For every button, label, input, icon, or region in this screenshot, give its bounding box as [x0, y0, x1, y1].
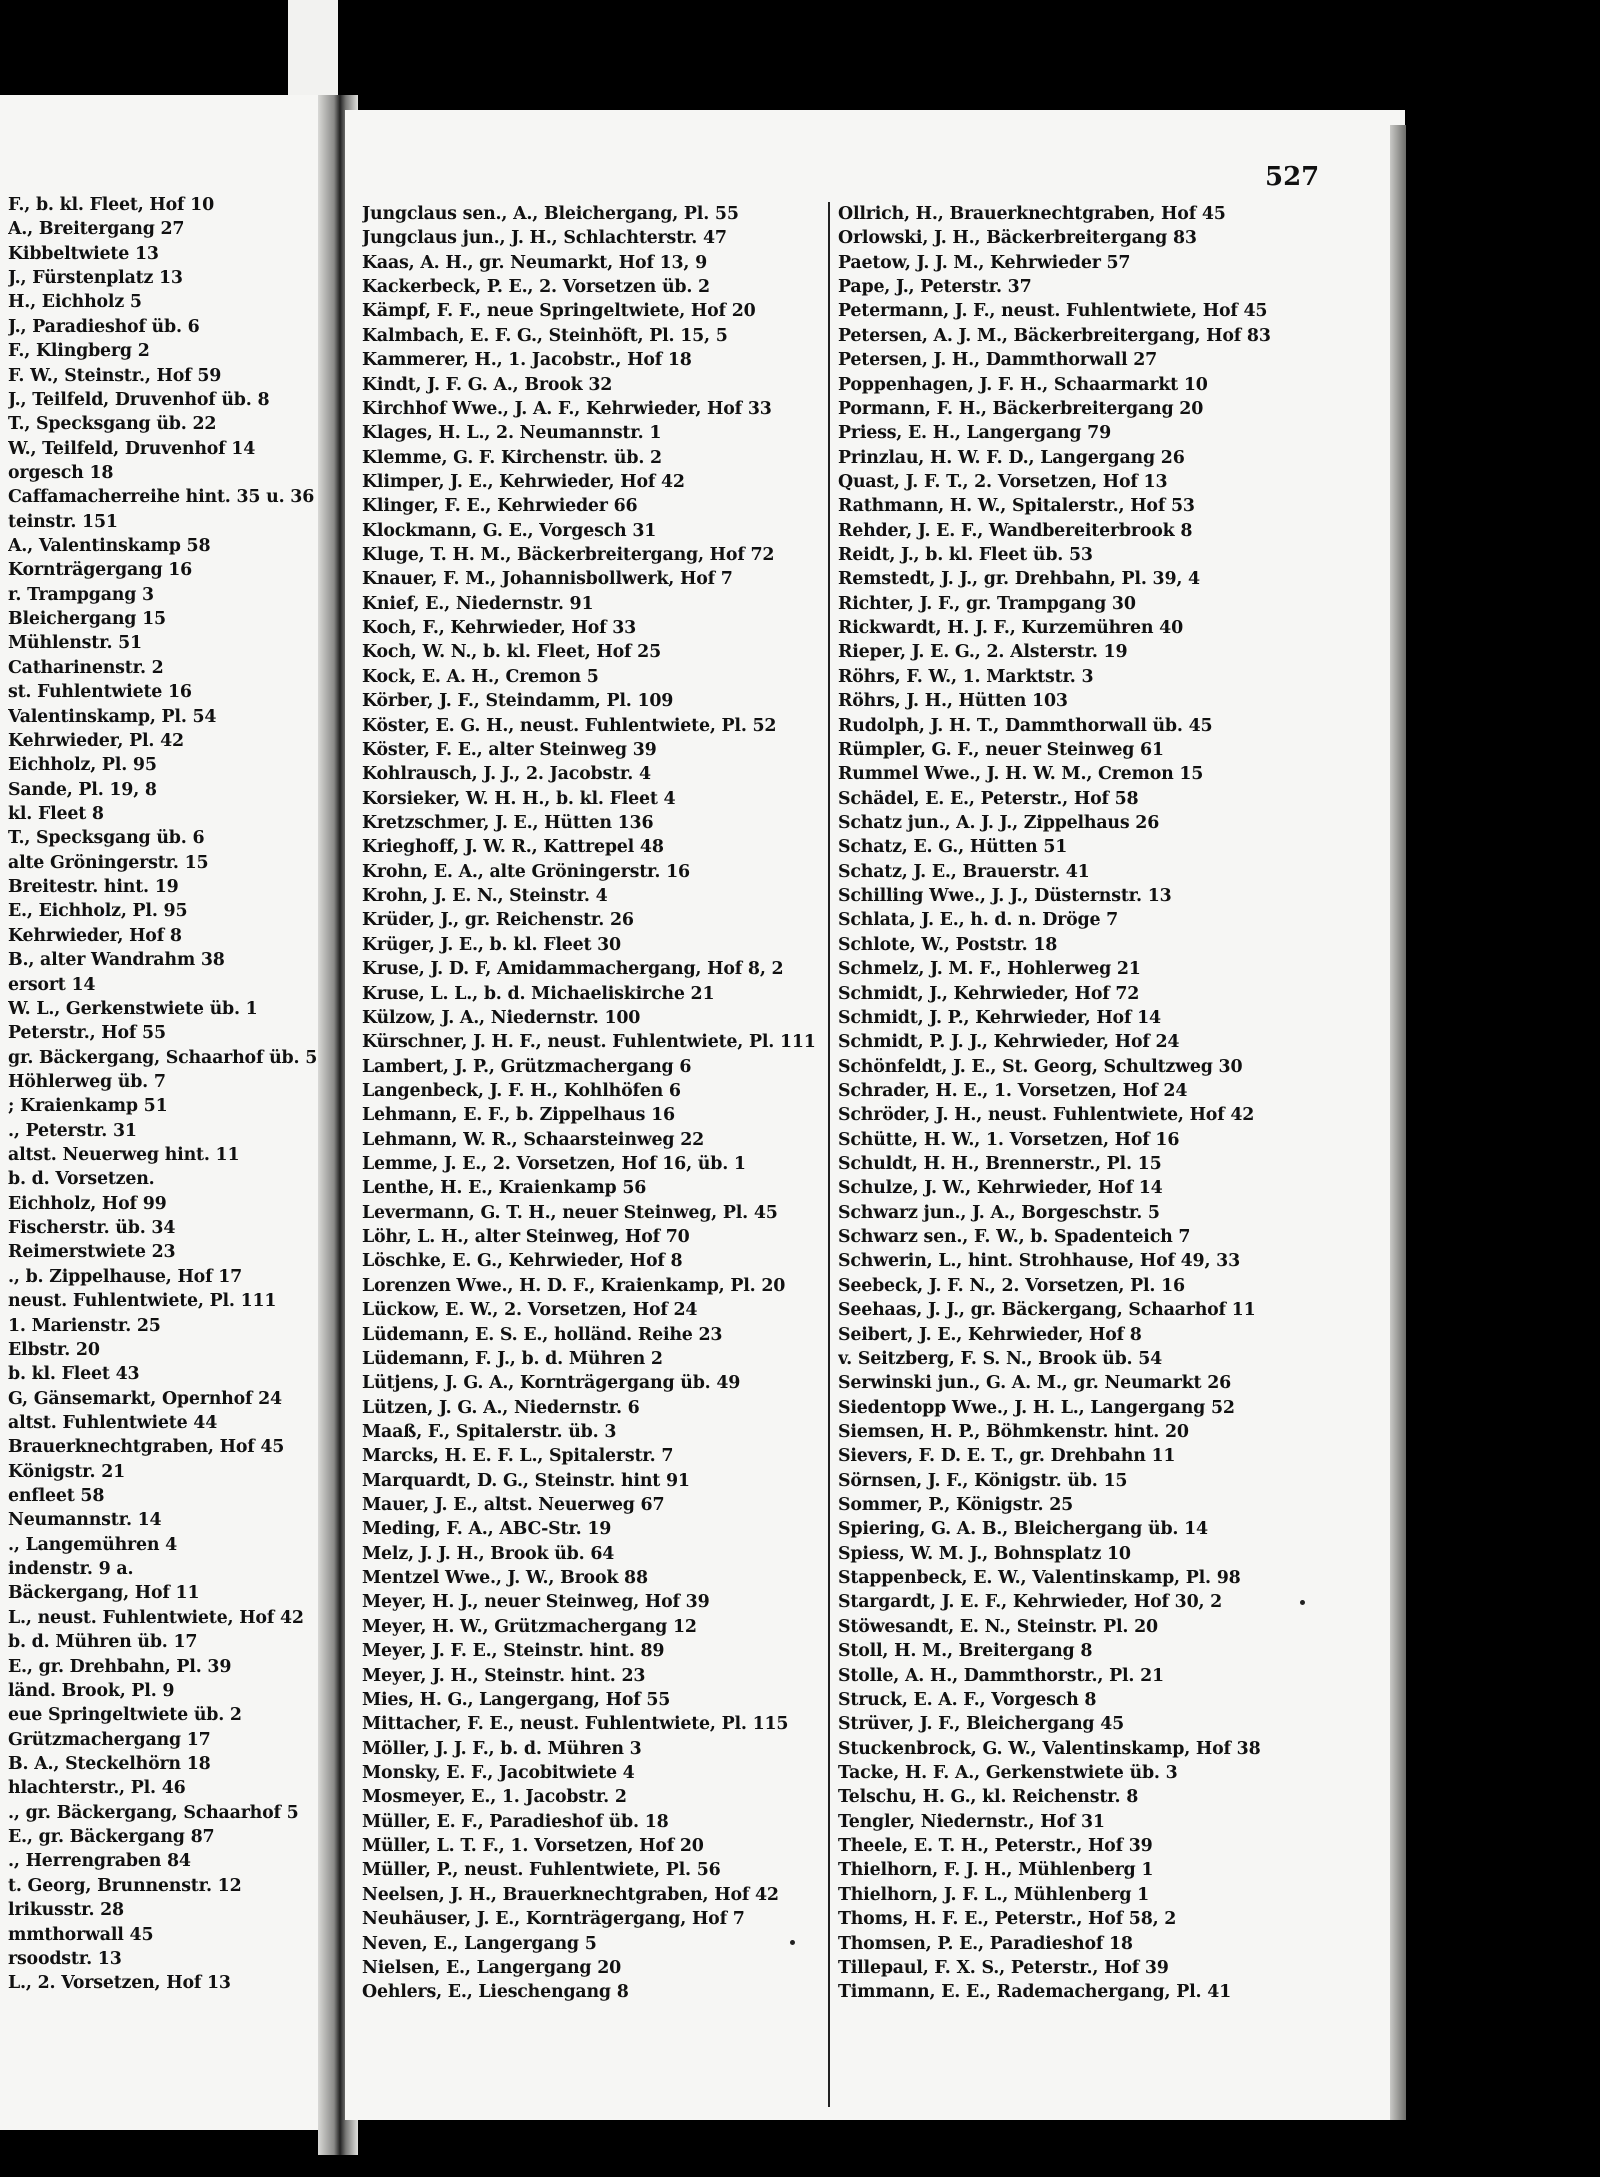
directory-entry: Röhrs, J. H., Hütten 103 [838, 691, 1068, 712]
directory-entry: Bleichergang 15 [8, 609, 166, 630]
directory-entry: Müller, E. F., Paradieshof üb. 18 [362, 1811, 669, 1832]
directory-entry: eue Springeltwiete üb. 2 [8, 1705, 242, 1726]
directory-entry: Mentzel Wwe., J. W., Brook 88 [362, 1568, 648, 1589]
directory-entry: Köster, E. G. H., neust. Fuhlentwiete, Pl. 52 [362, 715, 777, 736]
directory-entry: Struck, E. A. F., Vorgesch 8 [838, 1689, 1097, 1710]
directory-entry: gr. Bäckergang, Schaarhof üb. 5 [8, 1047, 318, 1068]
middle-directory-column [362, 202, 842, 2005]
directory-entry: Rathmann, H. W., Spitalerstr., Hof 53 [838, 496, 1195, 517]
directory-entry: ersort 14 [8, 974, 96, 995]
directory-entry: Kornträgergang 16 [8, 560, 193, 581]
directory-entry: B., alter Wandrahm 38 [8, 950, 225, 971]
directory-entry: J., Fürstenplatz 13 [8, 268, 183, 289]
directory-entry: Kindt, J. F. G. A., Brook 32 [362, 374, 613, 395]
directory-entry: Kehrwieder, Pl. 42 [8, 730, 184, 751]
directory-entry: Köster, F. E., alter Steinweg 39 [362, 739, 657, 760]
directory-entry: Kürschner, J. H. F., neust. Fuhlentwiete, Pl. 111 [362, 1032, 816, 1053]
right-directory-column [838, 202, 1383, 2005]
directory-entry: Siedentopp Wwe., J. H. L., Langergang 52 [838, 1397, 1235, 1418]
directory-entry: Knauer, F. M., Johannisbollwerk, Hof 7 [362, 569, 733, 590]
directory-entry: Krohn, E. A., alte Gröningerstr. 16 [362, 861, 690, 882]
directory-entry: Schädel, E. E., Peterstr., Hof 58 [838, 788, 1139, 809]
directory-entry: Ollrich, H., Brauerknechtgraben, Hof 45 [838, 204, 1226, 224]
page-edge-shadow [1390, 125, 1406, 2120]
directory-entry: E., gr. Drehbahn, Pl. 39 [8, 1656, 232, 1677]
directory-entry: Schatz, J. E., Brauerstr. 41 [838, 861, 1090, 882]
directory-entry: Eichholz, Pl. 95 [8, 755, 157, 776]
directory-entry: Jungclaus sen., A., Bleichergang, Pl. 55 [362, 204, 739, 224]
directory-entry: kl. Fleet 8 [8, 803, 104, 824]
directory-entry: ., Herrengraben 84 [8, 1851, 191, 1872]
directory-entry: Thielhorn, F. J. H., Mühlenberg 1 [838, 1860, 1154, 1881]
directory-entry: neust. Fuhlentwiete, Pl. 111 [8, 1291, 277, 1312]
directory-entry: Caffamacherreihe hint. 35 u. 36 [8, 487, 315, 508]
directory-entry: st. Fuhlentwiete 16 [8, 682, 192, 703]
directory-entry: Stöwesandt, E. N., Steinstr. Pl. 20 [838, 1616, 1158, 1637]
directory-entry: Schwarz jun., J. A., Borgeschstr. 5 [838, 1202, 1160, 1223]
directory-entry: Stappenbeck, E. W., Valentinskamp, Pl. 98 [838, 1568, 1241, 1589]
directory-entry: Löhr, L. H., alter Steinweg, Hof 70 [362, 1227, 690, 1248]
directory-entry: Kaas, A. H., gr. Neumarkt, Hof 13, 9 [362, 252, 707, 273]
directory-entry: Höhlerweg üb. 7 [8, 1071, 166, 1092]
directory-entry: Breitestr. hint. 19 [8, 877, 179, 898]
directory-entry: b. d. Vorsetzen. [8, 1169, 155, 1190]
directory-entry: Neuhäuser, J. E., Kornträgergang, Hof 7 [362, 1909, 745, 1930]
directory-entry: Kackerbeck, P. E., 2. Vorsetzen üb. 2 [362, 277, 710, 298]
directory-entry: Neumannstr. 14 [8, 1510, 162, 1531]
directory-entry: Tengler, Niedernstr., Hof 31 [838, 1811, 1105, 1832]
directory-entry: Mittacher, F. E., neust. Fuhlentwiete, Pl. 115 [362, 1714, 789, 1735]
directory-entry: Meyer, J. H., Steinstr. hint. 23 [362, 1665, 646, 1686]
directory-entry: Schrader, H. E., 1. Vorsetzen, Hof 24 [838, 1080, 1188, 1101]
directory-entry: Lambert, J. P., Grützmachergang 6 [362, 1056, 692, 1077]
directory-entry: Theele, E. T. H., Peterstr., Hof 39 [838, 1836, 1153, 1857]
directory-entry: Maaß, F., Spitalerstr. üb. 3 [362, 1421, 617, 1442]
directory-entry: Monsky, E. F., Jacobitwiete 4 [362, 1763, 635, 1783]
directory-entry: Kock, E. A. H., Cremon 5 [362, 666, 599, 687]
directory-entry: Lütjens, J. G. A., Kornträgergang üb. 49 [362, 1373, 741, 1394]
directory-entry: Catharinenstr. 2 [8, 657, 164, 678]
directory-entry: alte Gröningerstr. 15 [8, 852, 209, 873]
directory-entry: Mauer, J. E., altst. Neuerweg 67 [362, 1495, 665, 1516]
directory-entry: H., Eichholz 5 [8, 292, 142, 313]
directory-entry: Lützen, J. G. A., Niedernstr. 6 [362, 1397, 640, 1418]
directory-entry: Lorenzen Wwe., H. D. F., Kraienkamp, Pl. 20 [362, 1275, 786, 1296]
directory-entry: E., Eichholz, Pl. 95 [8, 901, 188, 922]
directory-entry: Siemsen, H. P., Böhmkenstr. hint. 20 [838, 1421, 1189, 1442]
directory-entry: Kluge, T. H. M., Bäckerbreitergang, Hof 72 [362, 545, 775, 566]
directory-entry: Spiering, G. A. B., Bleichergang üb. 14 [838, 1519, 1208, 1540]
directory-entry: Rehder, J. E. F., Wandbereiterbrook 8 [838, 520, 1193, 541]
directory-entry: Kalmbach, E. F. G., Steinhöft, Pl. 15, 5 [362, 325, 728, 346]
directory-entry: Klimper, J. E., Kehrwieder, Hof 42 [362, 471, 685, 492]
directory-entry: Lemme, J. E., 2. Vorsetzen, Hof 16, üb. 1 [362, 1154, 746, 1175]
directory-entry: Schröder, J. H., neust. Fuhlentwiete, Hof 42 [838, 1105, 1255, 1126]
column-divider [828, 202, 830, 2107]
directory-entry: Mies, H. G., Langergang, Hof 55 [362, 1689, 671, 1710]
directory-entry: Sievers, F. D. E. T., gr. Drehbahn 11 [838, 1446, 1176, 1467]
directory-entry: Schuldt, H. H., Brennerstr., Pl. 15 [838, 1154, 1162, 1175]
directory-entry: Seehaas, J. J., gr. Bäckergang, Schaarhof 11 [838, 1300, 1256, 1321]
directory-entry: Rieper, J. E. G., 2. Alsterstr. 19 [838, 642, 1128, 663]
directory-entry: teinstr. 151 [8, 511, 118, 532]
directory-entry: Klinger, F. E., Kehrwieder 66 [362, 496, 638, 517]
directory-entry: Klages, H. L., 2. Neumannstr. 1 [362, 423, 662, 444]
directory-entry: Remstedt, J. J., gr. Drehbahn, Pl. 39, 4 [838, 569, 1200, 590]
directory-entry: Sande, Pl. 19, 8 [8, 779, 157, 800]
directory-entry: Timmann, E. E., Rademachergang, Pl. 41 [838, 1982, 1232, 2003]
directory-entry: Richter, J. F., gr. Trampgang 30 [838, 593, 1136, 614]
top-paper-strip [288, 0, 338, 95]
directory-entry: Schatz, E. G., Hütten 51 [838, 837, 1068, 858]
directory-entry: Korsieker, W. H. H., b. kl. Fleet 4 [362, 788, 676, 809]
directory-entry: W., Teilfeld, Druvenhof 14 [8, 438, 256, 459]
directory-entry: v. Seitzberg, F. S. N., Brook üb. 54 [838, 1348, 1163, 1369]
directory-entry: Schmidt, P. J. J., Kehrwieder, Hof 24 [838, 1032, 1180, 1053]
left-directory-column [8, 193, 333, 1996]
directory-entry: Bäckergang, Hof 11 [8, 1583, 200, 1604]
directory-entry: Petersen, J. H., Dammthorwall 27 [838, 350, 1158, 371]
directory-entry: Nielsen, E., Langergang 20 [362, 1957, 622, 1978]
directory-entry: Paetow, J. J. M., Kehrwieder 57 [838, 252, 1131, 273]
directory-entry: Elbstr. 20 [8, 1339, 100, 1360]
directory-entry: Orlowski, J. H., Bäckerbreitergang 83 [838, 228, 1197, 249]
directory-entry: r. Trampgang 3 [8, 584, 154, 605]
directory-entry: Külzow, J. A., Niedernstr. 100 [362, 1007, 641, 1028]
directory-entry: Peterstr., Hof 55 [8, 1023, 166, 1044]
directory-entry: mmthorwall 45 [8, 1924, 154, 1945]
directory-entry: Thielhorn, J. F. L., Mühlenberg 1 [838, 1884, 1150, 1905]
directory-entry: Schwerin, L., hint. Strohhause, Hof 49, 33 [838, 1251, 1240, 1272]
directory-entry: Melz, J. J. H., Brook üb. 64 [362, 1543, 615, 1564]
directory-entry: Meyer, H. J., neuer Steinweg, Hof 39 [362, 1592, 710, 1613]
directory-entry: Rümpler, G. F., neuer Steinweg 61 [838, 739, 1164, 760]
directory-entry: E., gr. Bäckergang 87 [8, 1827, 215, 1848]
directory-entry: Königstr. 21 [8, 1461, 126, 1482]
directory-entry: ., Peterstr. 31 [8, 1120, 137, 1141]
directory-entry: Langenbeck, J. F. H., Kohlhöfen 6 [362, 1080, 681, 1101]
directory-entry: lrikusstr. 28 [8, 1900, 124, 1921]
directory-entry: Stargardt, J. E. F., Kehrwieder, Hof 30, 2 [838, 1592, 1223, 1613]
directory-entry: Kammerer, H., 1. Jacobstr., Hof 18 [362, 350, 692, 371]
directory-entry: Neven, E., Langergang 5 [362, 1933, 597, 1954]
directory-entry: Lüdemann, F. J., b. d. Mühren 2 [362, 1348, 663, 1369]
directory-entry: Meding, F. A., ABC-Str. 19 [362, 1519, 612, 1540]
directory-entry: Meyer, J. F. E., Steinstr. hint. 89 [362, 1641, 665, 1662]
directory-entry: Petermann, J. F., neust. Fuhlentwiete, Hof 45 [838, 301, 1268, 322]
directory-entry: Schütte, H. W., 1. Vorsetzen, Hof 16 [838, 1129, 1180, 1150]
directory-entry: Schatz jun., A. J. J., Zippelhaus 26 [838, 812, 1160, 833]
directory-entry: Pape, J., Peterstr. 37 [838, 277, 1032, 298]
directory-entry: Petersen, A. J. M., Bäckerbreitergang, Hof 83 [838, 325, 1271, 346]
directory-entry: Schwarz sen., F. W., b. Spadenteich 7 [838, 1227, 1191, 1248]
directory-entry: Strüver, J. F., Bleichergang 45 [838, 1714, 1125, 1735]
directory-entry: ; Kraienkamp 51 [8, 1096, 168, 1117]
directory-entry: Mühlenstr. 51 [8, 633, 142, 654]
directory-entry: Rummel Wwe., J. H. W. M., Cremon 15 [838, 764, 1204, 785]
directory-entry: Kretzschmer, J. E., Hütten 136 [362, 812, 654, 833]
directory-entry: Eichholz, Hof 99 [8, 1193, 167, 1214]
directory-entry: Valentinskamp, Pl. 54 [8, 706, 217, 727]
directory-entry: Meyer, H. W., Grützmachergang 12 [362, 1616, 697, 1637]
directory-entry: Marquardt, D. G., Steinstr. hint 91 [362, 1470, 690, 1491]
directory-entry: Rudolph, J. H. T., Dammthorwall üb. 45 [838, 715, 1213, 736]
directory-entry: ., Langemühren 4 [8, 1534, 178, 1555]
directory-entry: Koch, W. N., b. kl. Fleet, Hof 25 [362, 642, 661, 663]
directory-entry: F., b. kl. Fleet, Hof 10 [8, 195, 214, 215]
directory-entry: Prinzlau, H. W. F. D., Langergang 26 [838, 447, 1185, 468]
directory-entry: Kruse, L. L., b. d. Michaeliskirche 21 [362, 983, 715, 1004]
directory-entry: Kirchhof Wwe., J. A. F., Kehrwieder, Hof 33 [362, 398, 772, 419]
directory-entry: A., Breitergang 27 [8, 219, 185, 240]
directory-entry: T., Specksgang üb. 22 [8, 414, 217, 435]
directory-entry: enfleet 58 [8, 1486, 105, 1507]
directory-entry: F. W., Steinstr., Hof 59 [8, 365, 222, 386]
directory-entry: Krüder, J., gr. Reichenstr. 26 [362, 910, 634, 931]
directory-entry: Sommer, P., Königstr. 25 [838, 1495, 1074, 1516]
directory-entry: Jungclaus jun., J. H., Schlachterstr. 47 [362, 228, 727, 249]
directory-entry: Thoms, H. F. E., Peterstr., Hof 58, 2 [838, 1909, 1177, 1930]
directory-entry: b. d. Mühren üb. 17 [8, 1632, 198, 1653]
directory-entry: Lenthe, H. E., Kraienkamp 56 [362, 1178, 647, 1199]
directory-entry: Reidt, J., b. kl. Fleet üb. 53 [838, 545, 1093, 566]
directory-entry: Levermann, G. T. H., neuer Steinweg, Pl. 45 [362, 1202, 778, 1223]
directory-entry: Kibbeltwiete 13 [8, 243, 159, 264]
directory-entry: Koch, F., Kehrwieder, Hof 33 [362, 618, 637, 639]
ink-speck [790, 1940, 795, 1945]
directory-entry: Schlata, J. E., h. d. n. Dröge 7 [838, 910, 1119, 931]
ink-speck [1300, 1600, 1305, 1605]
directory-entry: Pormann, F. H., Bäckerbreitergang 20 [838, 398, 1204, 419]
directory-entry: A., Valentinskamp 58 [8, 536, 211, 557]
directory-entry: Müller, L. T. F., 1. Vorsetzen, Hof 20 [362, 1836, 704, 1857]
directory-entry: Seebeck, J. F. N., 2. Vorsetzen, Pl. 16 [838, 1275, 1185, 1296]
directory-entry: L., 2. Vorsetzen, Hof 13 [8, 1973, 231, 1994]
directory-entry: Sörnsen, J. F., Königstr. üb. 15 [838, 1470, 1128, 1491]
directory-entry: Lehmann, E. F., b. Zippelhaus 16 [362, 1105, 675, 1126]
directory-entry: W. L., Gerkenstwiete üb. 1 [8, 998, 258, 1019]
directory-entry: Krieghoff, J. W. R., Kattrepel 48 [362, 837, 664, 858]
directory-entry: ., b. Zippelhause, Hof 17 [8, 1266, 243, 1287]
directory-entry: Knief, E., Niedernstr. 91 [362, 593, 594, 614]
directory-entry: Klockmann, G. E., Vorgesch 31 [362, 520, 657, 541]
directory-entry: Mosmeyer, E., 1. Jacobstr. 2 [362, 1787, 627, 1808]
directory-entry: Kohlrausch, J. J., 2. Jacobstr. 4 [362, 764, 651, 785]
directory-entry: Priess, E. H., Langergang 79 [838, 423, 1111, 444]
directory-entry: Grützmachergang 17 [8, 1729, 211, 1750]
directory-entry: altst. Fuhlentwiete 44 [8, 1412, 218, 1433]
directory-entry: Quast, J. F. T., 2. Vorsetzen, Hof 13 [838, 471, 1168, 492]
directory-entry: Marcks, H. E. F. L., Spitalerstr. 7 [362, 1446, 674, 1467]
directory-entry: Fischerstr. üb. 34 [8, 1218, 176, 1239]
directory-entry: t. Georg, Brunnenstr. 12 [8, 1875, 242, 1896]
directory-entry: F., Klingberg 2 [8, 341, 150, 362]
directory-entry: Schmelz, J. M. F., Hohlerweg 21 [838, 959, 1141, 980]
directory-entry: Thomsen, P. E., Paradieshof 18 [838, 1933, 1133, 1954]
directory-entry: L., neust. Fuhlentwiete, Hof 42 [8, 1607, 304, 1628]
directory-entry: Krüger, J. E., b. kl. Fleet 30 [362, 934, 621, 955]
directory-entry: orgesch 18 [8, 462, 114, 483]
directory-entry: G, Gänsemarkt, Opernhof 24 [8, 1388, 282, 1409]
directory-entry: hlachterstr., Pl. 46 [8, 1778, 186, 1799]
directory-entry: J., Teilfeld, Druvenhof üb. 8 [8, 389, 270, 410]
directory-entry: Brauerknechtgraben, Hof 45 [8, 1437, 285, 1458]
directory-entry: Röhrs, F. W., 1. Marktstr. 3 [838, 666, 1094, 687]
directory-entry: indenstr. 9 a. [8, 1559, 134, 1580]
left-page [0, 95, 338, 2130]
directory-entry: rsoodstr. 13 [8, 1948, 122, 1969]
directory-entry: Schulze, J. W., Kehrwieder, Hof 14 [838, 1178, 1163, 1199]
directory-entry: Schlote, W., Poststr. 18 [838, 934, 1058, 955]
directory-entry: 1. Marienstr. 25 [8, 1315, 161, 1336]
directory-entry: Schmidt, J., Kehrwieder, Hof 72 [838, 983, 1140, 1004]
directory-entry: Telschu, H. G., kl. Reichenstr. 8 [838, 1787, 1139, 1808]
directory-entry: Lückow, E. W., 2. Vorsetzen, Hof 24 [362, 1300, 698, 1321]
directory-entry: J., Paradieshof üb. 6 [8, 316, 200, 337]
directory-entry: Kämpf, F. F., neue Springeltwiete, Hof 20 [362, 301, 756, 322]
directory-entry: Oehlers, E., Lieschengang 8 [362, 1982, 629, 2003]
directory-entry: b. kl. Fleet 43 [8, 1364, 140, 1385]
directory-entry: Neelsen, J. H., Brauerknechtgraben, Hof 42 [362, 1884, 779, 1905]
directory-entry: Krohn, J. E. N., Steinstr. 4 [362, 886, 608, 907]
directory-entry: Schilling Wwe., J. J., Düsternstr. 13 [838, 886, 1172, 907]
directory-entry: Serwinski jun., G. A. M., gr. Neumarkt 26 [838, 1373, 1232, 1394]
directory-entry: T., Specksgang üb. 6 [8, 828, 205, 849]
directory-entry: Lüdemann, E. S. E., holländ. Reihe 23 [362, 1324, 723, 1345]
directory-entry: Klemme, G. F. Kirchenstr. üb. 2 [362, 447, 662, 468]
directory-entry: Tacke, H. F. A., Gerkenstwiete üb. 3 [838, 1763, 1178, 1783]
directory-entry: Kruse, J. D. F, Amidammachergang, Hof 8, 2 [362, 959, 784, 980]
directory-entry: Schönfeldt, J. E., St. Georg, Schultzweg 30 [838, 1056, 1243, 1077]
directory-entry: Kehrwieder, Hof 8 [8, 925, 182, 946]
directory-entry: Müller, P., neust. Fuhlentwiete, Pl. 56 [362, 1860, 721, 1881]
directory-entry: Lehmann, W. R., Schaarsteinweg 22 [362, 1129, 705, 1150]
directory-entry: Poppenhagen, J. F. H., Schaarmarkt 10 [838, 374, 1208, 395]
directory-entry: Seibert, J. E., Kehrwieder, Hof 8 [838, 1324, 1142, 1345]
directory-entry: Rickwardt, H. J. F., Kurzemühren 40 [838, 618, 1183, 639]
directory-entry: altst. Neuerweg hint. 11 [8, 1145, 240, 1166]
directory-entry: Stoll, H. M., Breitergang 8 [838, 1641, 1093, 1662]
directory-entry: Schmidt, J. P., Kehrwieder, Hof 14 [838, 1007, 1161, 1028]
directory-entry: ., gr. Bäckergang, Schaarhof 5 [8, 1802, 299, 1823]
directory-entry: B. A., Steckelhörn 18 [8, 1754, 211, 1774]
directory-entry: Löschke, E. G., Kehrwieder, Hof 8 [362, 1251, 683, 1272]
directory-entry: Möller, J. J. F., b. d. Mühren 3 [362, 1738, 642, 1759]
directory-entry: Stuckenbrock, G. W., Valentinskamp, Hof 38 [838, 1738, 1261, 1759]
directory-entry: Körber, J. F., Steindamm, Pl. 109 [362, 691, 674, 712]
page-number: 527 [1265, 162, 1320, 192]
directory-entry: Spiess, W. M. J., Bohnsplatz 10 [838, 1543, 1131, 1564]
right-page [345, 110, 1405, 2120]
directory-entry: länd. Brook, Pl. 9 [8, 1680, 175, 1701]
directory-entry: Tillepaul, F. X. S., Peterstr., Hof 39 [838, 1957, 1169, 1978]
directory-entry: Stolle, A. H., Dammthorstr., Pl. 21 [838, 1665, 1164, 1686]
directory-entry: Reimerstwiete 23 [8, 1242, 176, 1263]
